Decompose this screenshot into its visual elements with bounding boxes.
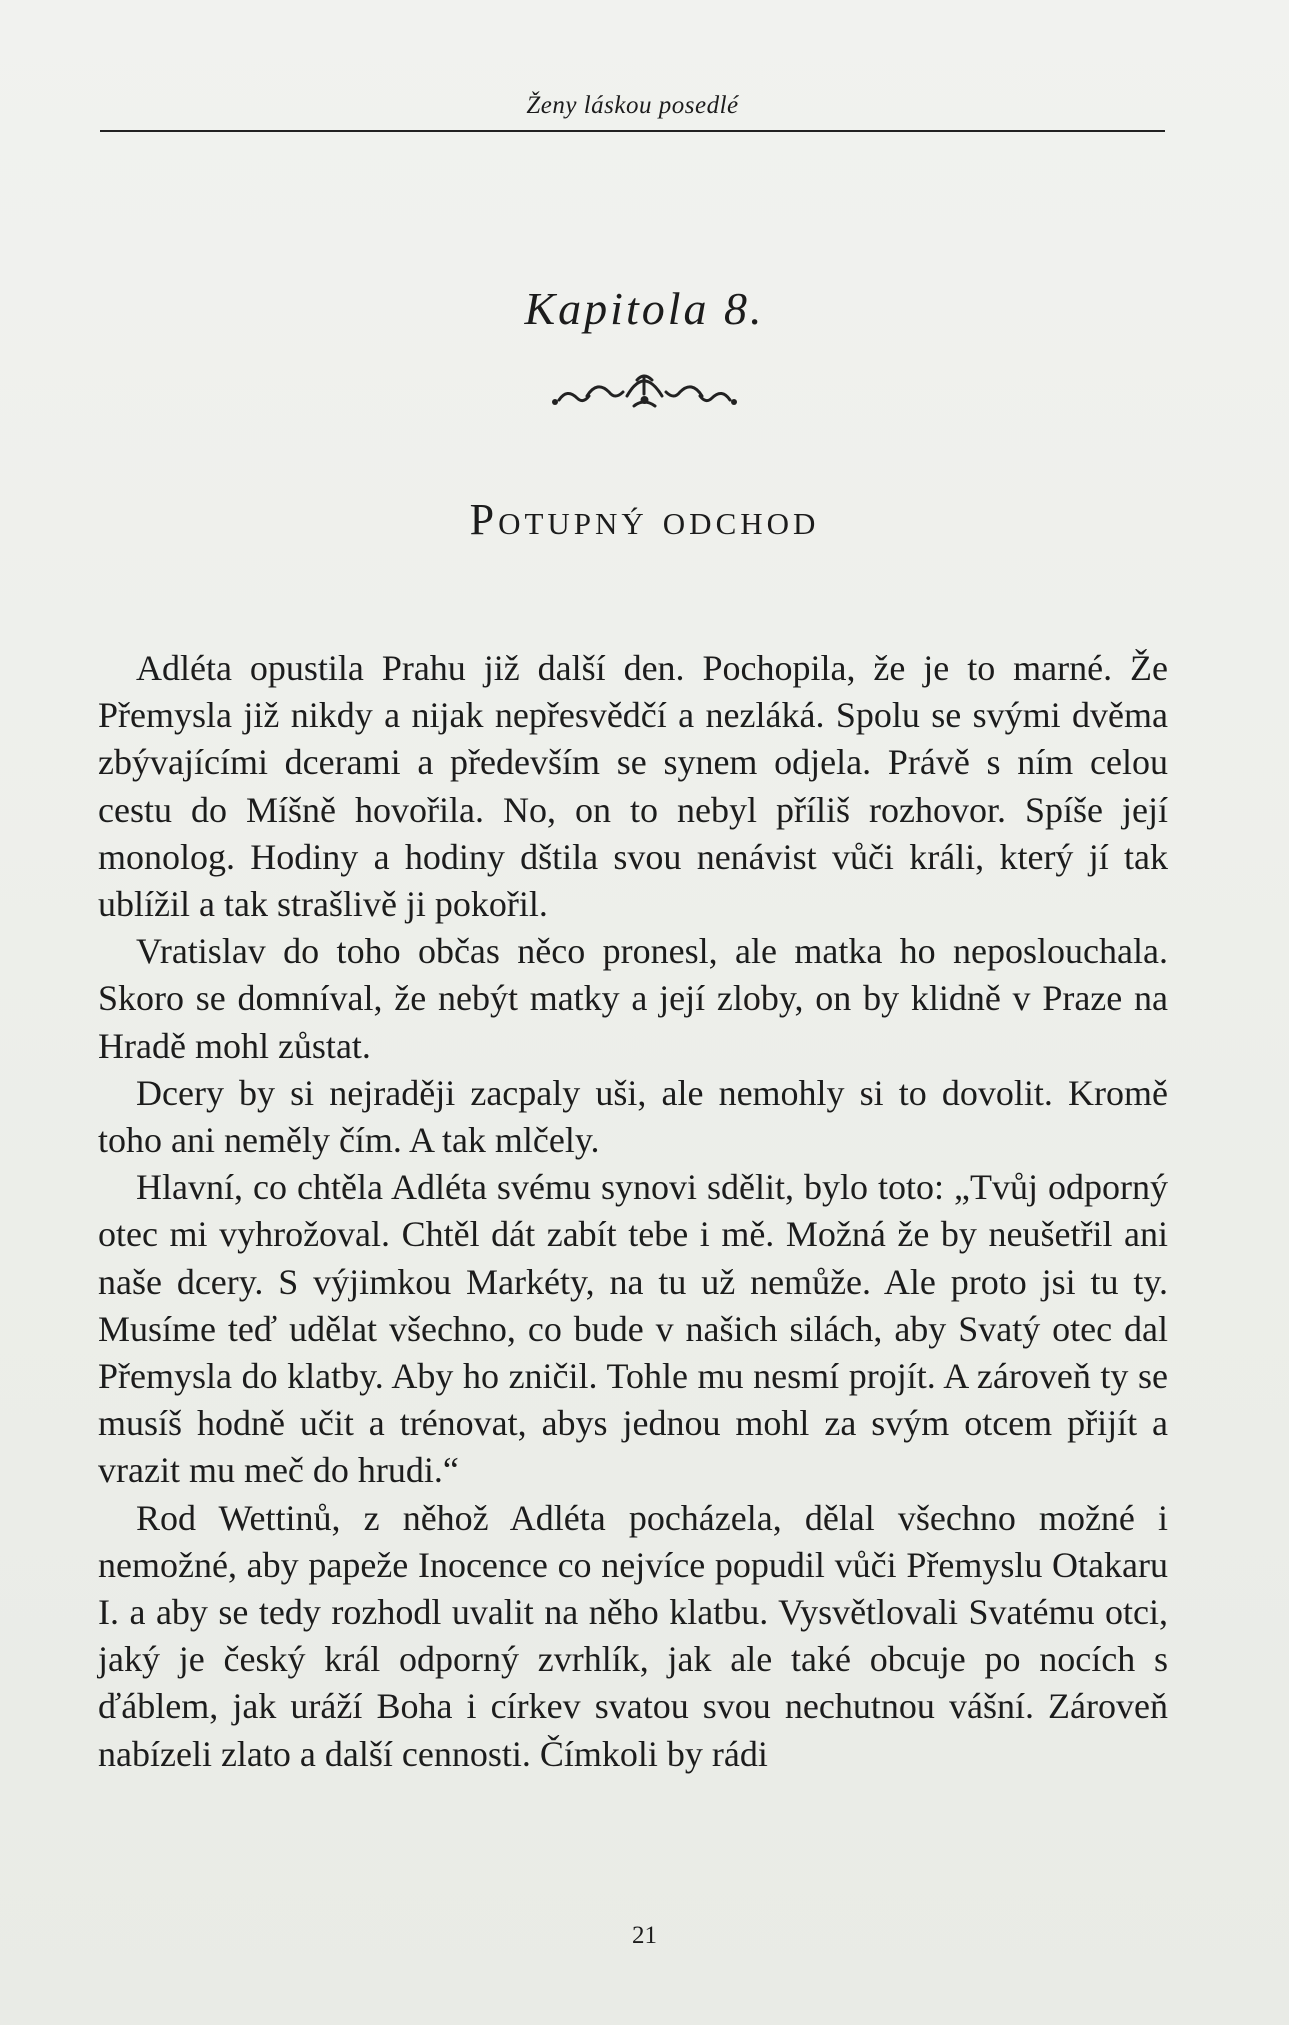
- page-number: 21: [632, 1922, 657, 1949]
- paragraph: Hlavní, co chtěla Adléta svému synovi sdělit, bylo toto: „Tvůj odporný otec mi vyhrožoval. Chtěl dát zabít tebe i mě. Možná že by neušetřil ani naše dcery. S výjimkou Markéty, na tu už nemůže. Ale proto jsi tu ty. Musíme teď udělat všechno, co bude v našich silách, aby Svatý otec dal Přemysla do klatby. Aby ho zničil. Tohle mu nesmí projít. A zároveň ty se musíš hodně učit a trénovat, abys jednou mohl za svým otcem přijít a vrazit mu meč do hrudi.“: [98, 1167, 1168, 1491]
- body-text: [98, 645, 1168, 1778]
- paragraph: Vratislav do toho občas něco pronesl, ale matka ho neposlouchala. Skoro se domníval, že nebýt matky a její zloby, on by klidně v Praze na Hradě mohl zůstat.: [98, 931, 1168, 1066]
- paragraph: Rod Wettinů, z něhož Adléta pocházela, dělal všechno možné i nemožné, aby papeže Inocence co nejvíce popudil vůči Přemyslu Otakaru I. a aby se tedy rozhodl uvalit na něho klatbu. Vysvětlovali Svatému otci, jaký je český král odporný zvrhlík, jak ale také obcuje po nocích s ďáblem, jak uráží Boha i církev svatou svou nechutnou vášní. Zároveň nabízeli zlato a další cennosti. Čímkoli by rádi: [98, 1497, 1168, 1774]
- paragraph: Dcery by si nejraději zacpaly uši, ale nemohly si to dovolit. Kromě toho ani neměly čím. A tak mlčely.: [98, 1072, 1168, 1161]
- header-rule: [100, 130, 1165, 132]
- paragraph: Adléta opustila Prahu již další den. Pochopila, že je to marné. Že Přemysla již nikdy a nijak nepřesvědčí a nezláká. Spolu se svými dvěma zbývajícími dcerami a především se synem odjela. Právě s ním celou cestu do Míšně hovořila. No, on to nebyl příliš rozhovor. Spíše její monolog. Hodiny a hodiny dštila svou nenávist vůči králi, který jí tak ublížil a tak strašlivě ji pokořil.: [98, 648, 1168, 925]
- ornament-flourish-icon: [549, 366, 740, 416]
- running-header: Ženy láskou posedlé: [526, 92, 739, 119]
- chapter-label: Kapitola 8.: [524, 283, 765, 334]
- chapter-title: Potupný odchod: [469, 495, 820, 544]
